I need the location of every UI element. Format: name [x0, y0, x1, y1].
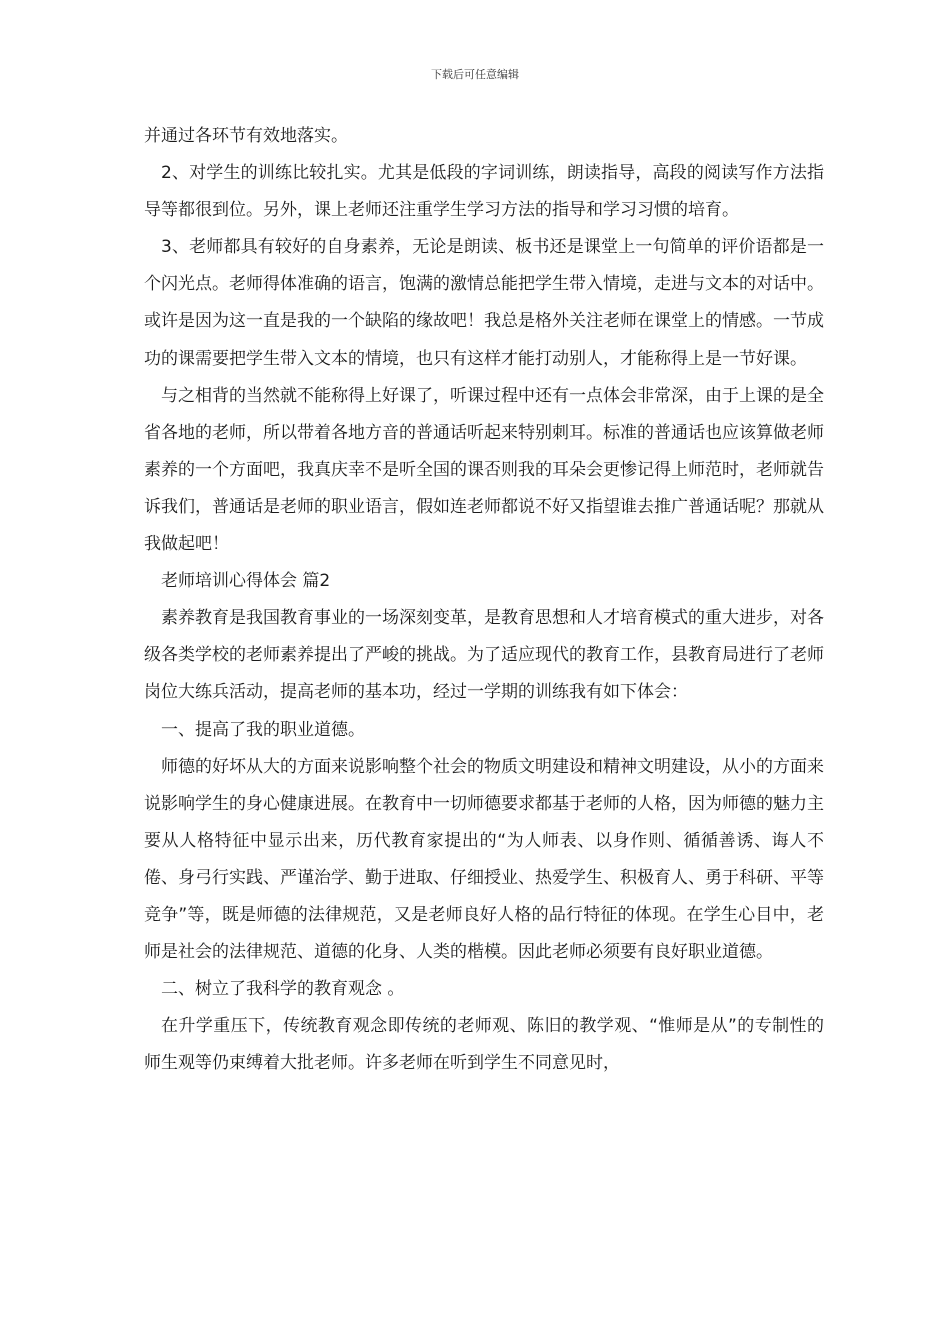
paragraph: 并通过各环节有效地落实。	[144, 126, 348, 146]
document-body	[144, 118, 824, 1082]
subheading: 一、提高了我的职业道德。	[161, 719, 365, 740]
paragraph: 2、对学生的训练比较扎实。尤其是低段的字词训练，朗读指导，高段的阅读写作方法指导等都很到位。另外，课上老师还注重学生学习方法的指导和学习习惯的培育。	[144, 163, 824, 221]
paragraph: 师德的好坏从大的方面来说影响整个社会的物质文明建设和精神文明建设，从小的方面来说影响学生的身心健康进展。在教育中一切师德要求都基于老师的人格，因为师德的魅力主要从人格特征中显示出来，历代教育家提出的“为人师表、以身作则、循循善诱、诲人不倦、身弓行实践、严谨治学、勤于进取、仔细授业、热爱学生、积极育人、勇于科研、平等竞争”等，既是师德的法律规范，又是老师良好人格的品行特征的体现。在学生心目中，老师是社会的法律规范、道德的化身、人类的楷模。因此老师必须要有良好职业道德。	[144, 756, 824, 963]
paragraph: 3、老师都具有较好的自身素养，无论是朗读、板书还是课堂上一句简单的评价语都是一个闪光点。老师得体准确的语言，饱满的激情总能把学生带入情境，走进与文本的对话中。或许是因为这一直是我的一个缺陷的缘故吧！我总是格外关注老师在课堂上的情感。一节成功的课需要把学生带入文本的情境，也只有这样才能打动别人，才能称得上是一节好课。	[144, 237, 824, 369]
subheading: 二、树立了我科学的教育观念 。	[161, 979, 405, 1000]
paragraph: 与之相背的当然就不能称得上好课了，听课过程中还有一点体会非常深，由于上课的是全省各地的老师，所以带着各地方音的普通话听起来特别刺耳。标准的普通话也应该算做老师素养的一个方面吧，我真庆幸不是听全国的课否则我的耳朵会更惨记得上师范时，老师就告诉我们，普通话是老师的职业语言，假如连老师都说不好又指望谁去推广普通话呢？那就从我做起吧！	[144, 385, 824, 555]
page-header: 下载后可任意编辑	[431, 68, 519, 81]
paragraph: 素养教育是我国教育事业的一场深刻变革，是教育思想和人才培育模式的重大进步，对各级各类学校的老师素养提出了严峻的挑战。为了适应现代的教育工作，县教育局进行了老师岗位大练兵活动，提高老师的基本功，经过一学期的训练我有如下体会：	[144, 608, 824, 703]
section-heading: 老师培训心得体会 篇2	[161, 571, 331, 592]
paragraph: 在升学重压下，传统教育观念即传统的老师观、陈旧的教学观、“惟师是从”的专制性的师生观等仍束缚着大批老师。许多老师在听到学生不同意见时，	[144, 1016, 824, 1074]
